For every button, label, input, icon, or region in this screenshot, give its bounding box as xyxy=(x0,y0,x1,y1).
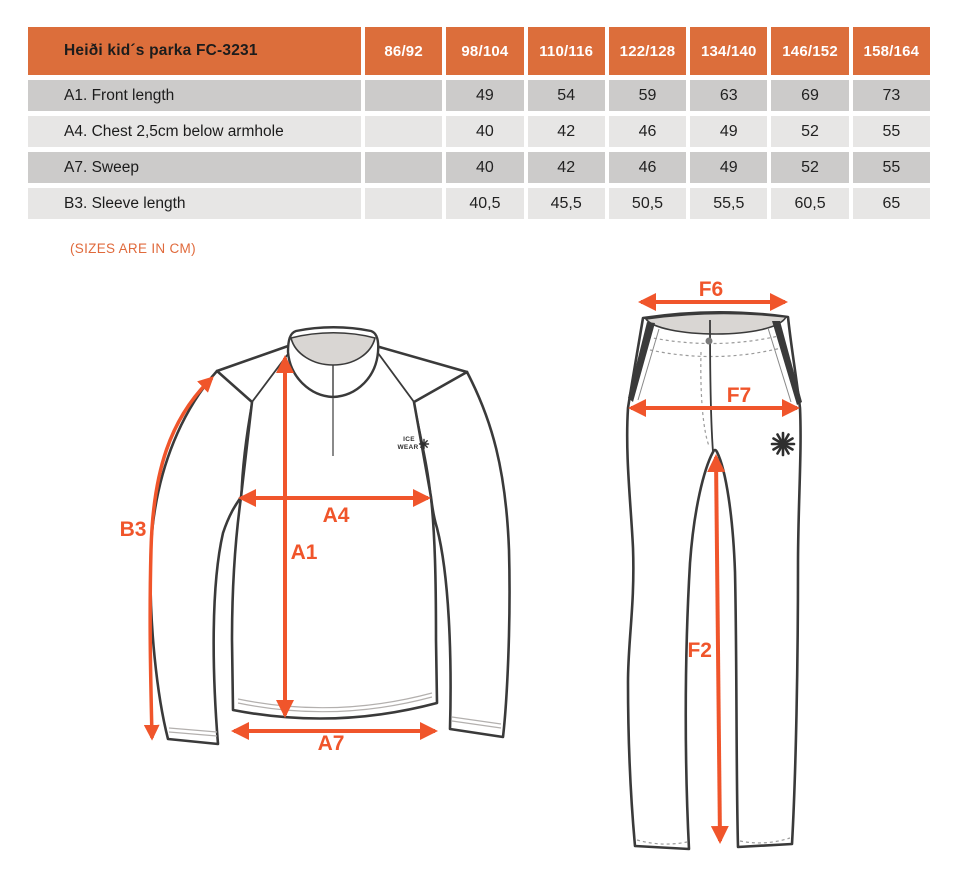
value-cell: 65 xyxy=(853,188,930,219)
pants-body xyxy=(627,312,800,849)
value-cell: 73 xyxy=(853,80,930,111)
size-header-cell: 158/164 xyxy=(853,27,930,75)
value-cell: 40 xyxy=(446,116,523,147)
chest-logo-ice: ICE xyxy=(403,436,415,443)
value-cell: 49 xyxy=(690,152,767,183)
size-header-cell: 110/116 xyxy=(528,27,605,75)
chest-logo-wear: WEAR xyxy=(397,444,419,451)
value-cell: 55 xyxy=(853,152,930,183)
value-cell xyxy=(365,80,442,111)
row-label-cell: A1. Front length xyxy=(28,80,361,111)
value-cell: 55 xyxy=(853,116,930,147)
size-header-cell: 86/92 xyxy=(365,27,442,75)
value-cell: 52 xyxy=(771,152,848,183)
chest-logo-snowflake-icon xyxy=(420,440,429,449)
pants-diagram xyxy=(608,278,860,870)
table-title-cell: Heiði kid´s parka FC-3231 xyxy=(28,27,361,75)
value-cell: 54 xyxy=(528,80,605,111)
waist-button xyxy=(706,338,713,345)
value-cell: 63 xyxy=(690,80,767,111)
value-cell: 55,5 xyxy=(690,188,767,219)
value-cell: 45,5 xyxy=(528,188,605,219)
f7-label: F7 xyxy=(726,384,752,407)
size-header-cell: 146/152 xyxy=(771,27,848,75)
a1-label: A1 xyxy=(290,541,318,564)
f2-label: F2 xyxy=(687,639,712,662)
size-header-cell: 134/140 xyxy=(690,27,767,75)
value-cell: 60,5 xyxy=(771,188,848,219)
row-label-cell: B3. Sleeve length xyxy=(28,188,361,219)
value-cell: 69 xyxy=(771,80,848,111)
size-header-cell: 122/128 xyxy=(609,27,686,75)
b3-label: B3 xyxy=(119,518,147,541)
value-cell xyxy=(365,116,442,147)
value-cell: 50,5 xyxy=(609,188,686,219)
value-cell: 42 xyxy=(528,152,605,183)
size-table xyxy=(28,27,930,219)
value-cell: 46 xyxy=(609,116,686,147)
value-cell: 59 xyxy=(609,80,686,111)
row-label-cell: A7. Sweep xyxy=(28,152,361,183)
size-header-cell: 98/104 xyxy=(446,27,523,75)
value-cell xyxy=(365,188,442,219)
value-cell: 49 xyxy=(446,80,523,111)
sizes-unit-note: (SIZES ARE IN CM) xyxy=(70,241,196,256)
sweater-diagram xyxy=(95,295,535,765)
f2-arrow xyxy=(716,457,720,841)
value-cell: 52 xyxy=(771,116,848,147)
value-cell xyxy=(365,152,442,183)
value-cell: 40 xyxy=(446,152,523,183)
value-cell: 46 xyxy=(609,152,686,183)
a4-label: A4 xyxy=(322,504,350,527)
row-label-cell: A4. Chest 2,5cm below armhole xyxy=(28,116,361,147)
f6-label: F6 xyxy=(698,278,724,301)
a7-label: A7 xyxy=(317,732,345,755)
value-cell: 40,5 xyxy=(446,188,523,219)
value-cell: 49 xyxy=(690,116,767,147)
value-cell: 42 xyxy=(528,116,605,147)
